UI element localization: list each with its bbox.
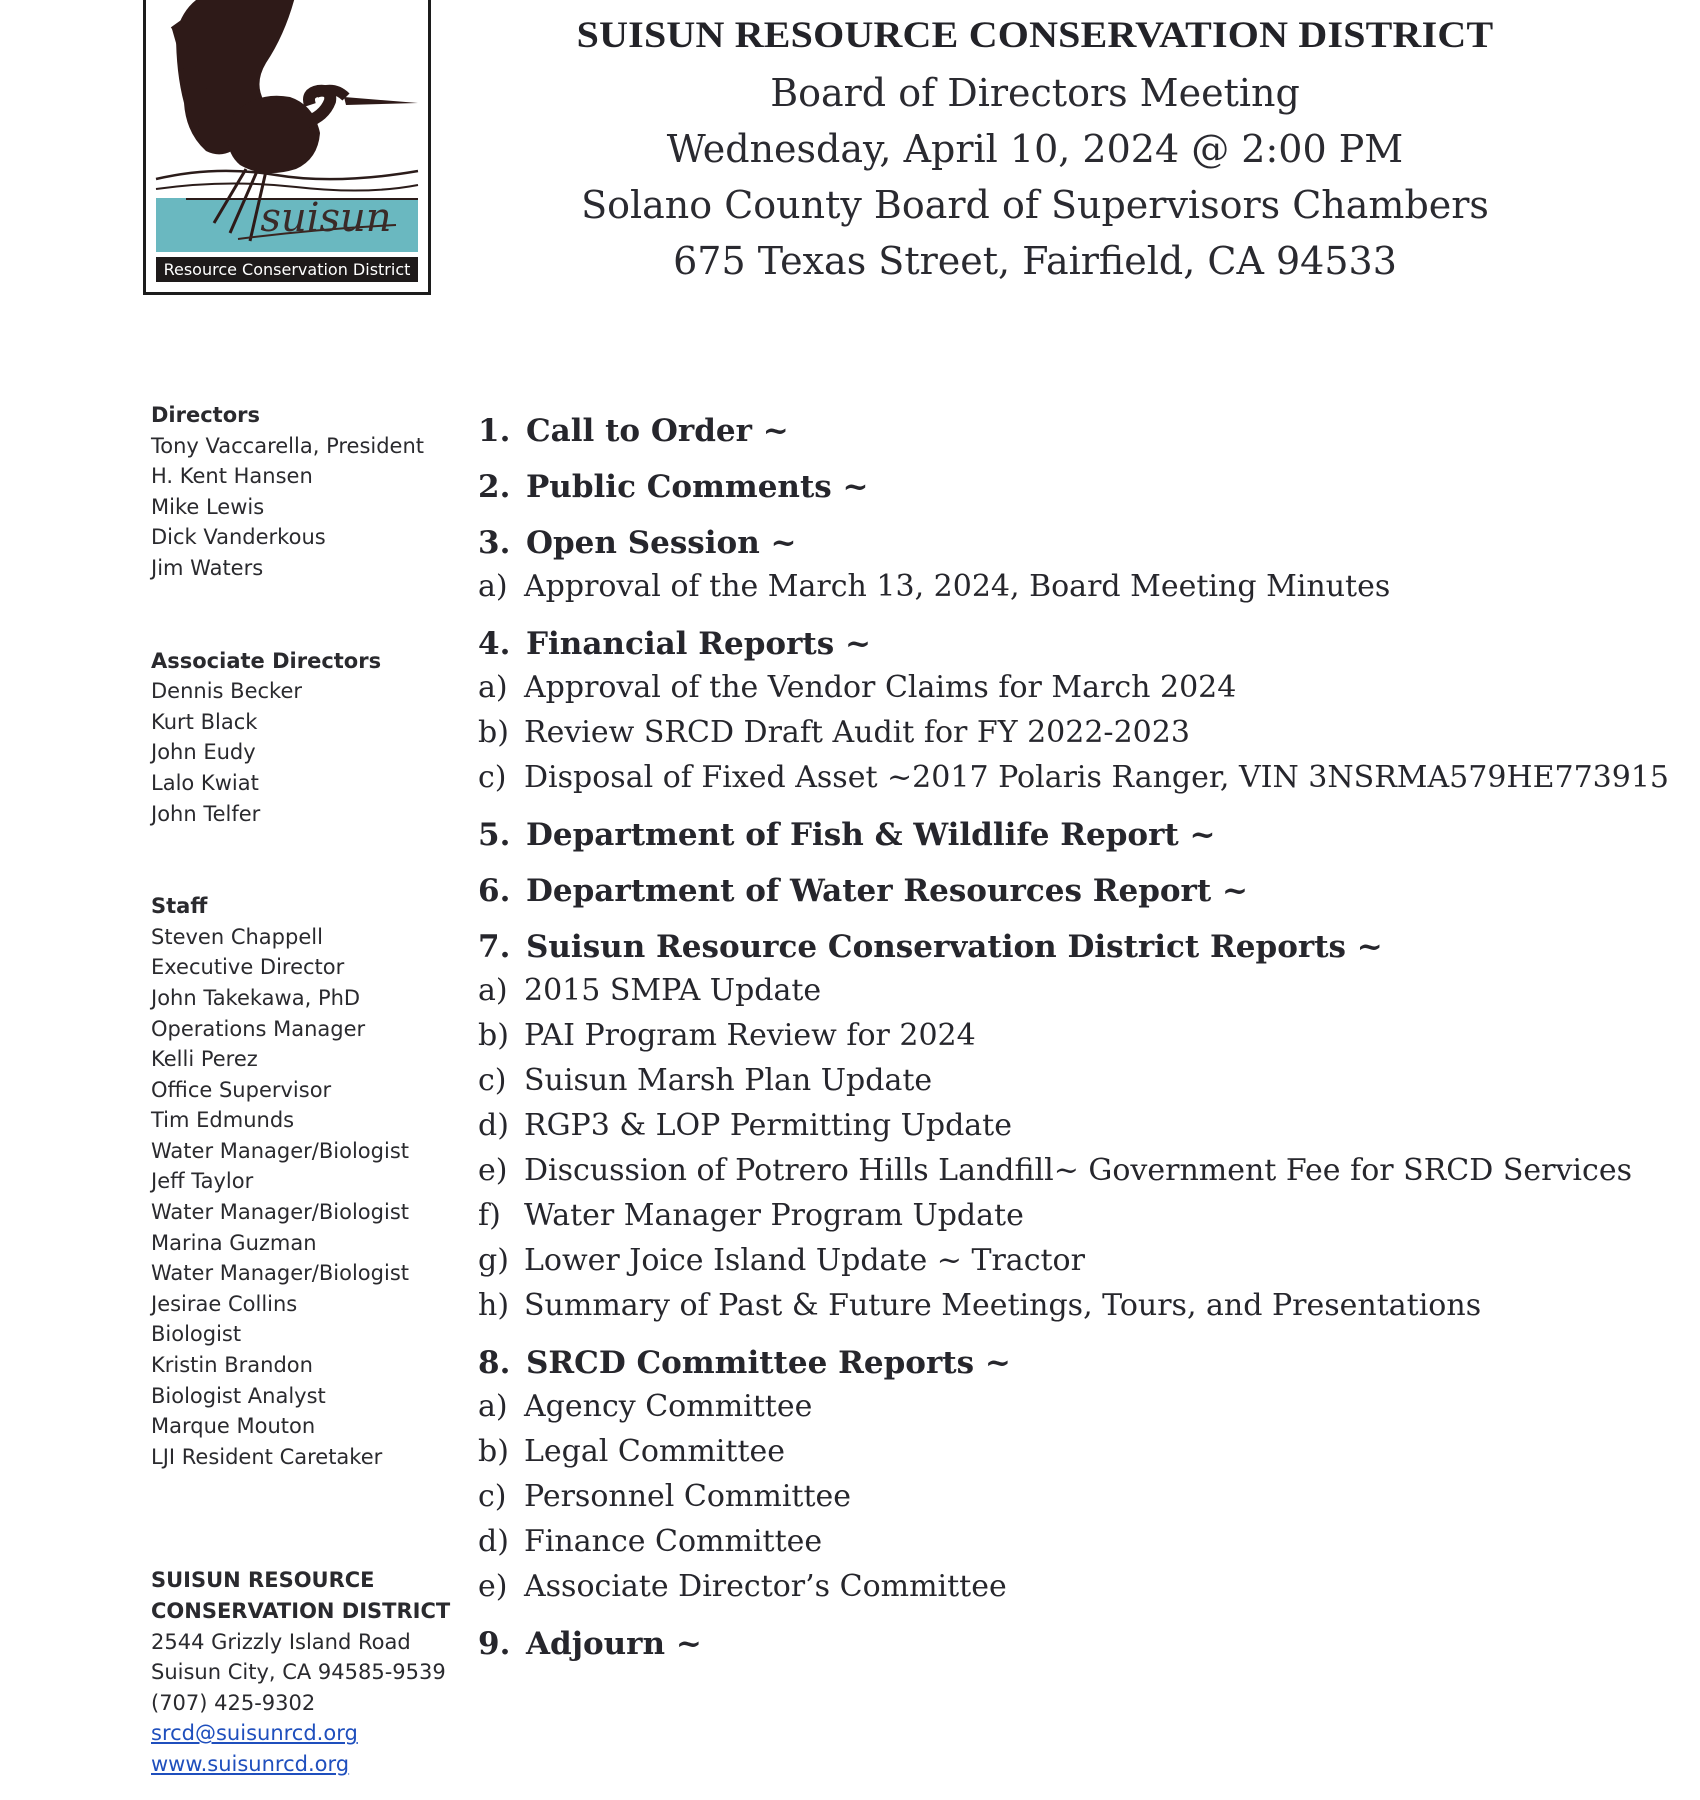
district-logo <box>143 0 431 295</box>
agenda-subitem-letter: f) <box>478 1198 501 1233</box>
agenda-subitem <box>478 1238 1658 1283</box>
agenda-item-text: Department of Water Resources Report ~ <box>526 873 1248 909</box>
agenda-item-number: 5. <box>478 817 511 853</box>
associate-director-name: John Telfer <box>151 801 261 826</box>
agenda-item-title <box>478 870 1658 912</box>
agenda-item-text: Public Comments ~ <box>526 469 869 505</box>
staff-list <box>151 922 451 1473</box>
agenda-subitem-letter: b) <box>478 715 509 750</box>
agenda-subitem-text: Approval of the March 13, 2024, Board Meeting Minutes <box>524 569 1391 604</box>
agenda-subitem-letter: e) <box>478 1153 508 1188</box>
agenda-subitem-text: Lower Joice Island Update ~ Tractor <box>524 1243 1085 1278</box>
agenda-subitem-letter: b) <box>478 1018 509 1053</box>
agenda-item <box>478 870 1658 912</box>
associate-directors-heading: Associate Directors <box>151 648 382 673</box>
staff-line: Jeff Taylor <box>151 1169 254 1194</box>
director-name: Mike Lewis <box>151 494 265 519</box>
staff-line: Tim Edmunds <box>151 1108 295 1133</box>
agenda-subitem-text: Water Manager Program Update <box>524 1198 1024 1233</box>
agenda-item-number: 7. <box>478 929 511 965</box>
staff-line: Steven Chappell <box>151 924 323 949</box>
agenda-subitem-letter: d) <box>478 1108 509 1143</box>
agenda-item <box>478 926 1658 1328</box>
associate-director-name: John Eudy <box>151 740 256 765</box>
directors-section <box>151 400 451 584</box>
agenda-list <box>478 410 1670 1679</box>
contact-website-link[interactable]: www.suisunrcd.org <box>151 1751 350 1776</box>
agenda-item-title <box>478 623 1658 665</box>
agenda-item-number: 4. <box>478 626 511 662</box>
agenda-item <box>478 814 1658 856</box>
agenda-item-number: 1. <box>478 413 511 449</box>
agenda-subitem <box>478 1429 1658 1474</box>
agenda-subitem-text: Summary of Past & Future Meetings, Tours, and Presentations <box>524 1288 1482 1323</box>
heron-icon <box>146 0 428 292</box>
staff-line: John Takekawa, PhD <box>151 985 361 1010</box>
agenda-subitem-text: RGP3 & LOP Permitting Update <box>524 1108 1012 1143</box>
staff-line: Operations Manager <box>151 1016 366 1041</box>
agenda-subitem-text: Associate Director’s Committee <box>524 1569 1007 1604</box>
meeting-address: 675 Texas Street, Fairfield, CA 94533 <box>673 239 1397 283</box>
agenda-subitem <box>478 1283 1658 1328</box>
agenda-subitem-text: Legal Committee <box>524 1434 786 1469</box>
associate-directors-list <box>151 676 451 829</box>
staff-line: Water Manager/Biologist <box>151 1261 409 1286</box>
agenda-subitem-text: 2015 SMPA Update <box>524 973 822 1008</box>
agenda-item-text: Call to Order ~ <box>526 413 789 449</box>
directors-heading: Directors <box>151 403 260 427</box>
agenda-subitem <box>478 1474 1658 1519</box>
staff-section <box>151 891 451 1472</box>
agenda-item-title <box>478 814 1658 856</box>
agenda-item-title <box>478 410 1658 452</box>
agenda-item-title <box>478 466 1658 508</box>
agenda-subitem-letter: a) <box>478 670 508 705</box>
logo-caption: Resource Conservation District <box>156 257 418 282</box>
meeting-datetime: Wednesday, April 10, 2024 @ 2:00 PM <box>666 127 1404 171</box>
staff-line: Biologist <box>151 1322 242 1347</box>
agenda-subitem-letter: d) <box>478 1524 509 1559</box>
director-name: Dick Vanderkous <box>151 525 326 550</box>
agenda-subitem-text: Review SRCD Draft Audit for FY 2022-2023 <box>524 715 1190 750</box>
staff-line: Kelli Perez <box>151 1047 258 1072</box>
agenda-item-text: Department of Fish & Wildlife Report ~ <box>526 817 1216 853</box>
staff-heading: Staff <box>151 894 208 919</box>
agenda-item <box>478 1342 1658 1609</box>
agenda-subitem-letter: c) <box>478 760 507 795</box>
agenda-subitem <box>478 1013 1658 1058</box>
sidebar-roster <box>151 400 451 1780</box>
agenda-item-text: Open Session ~ <box>526 525 797 561</box>
agenda-subitem-letter: b) <box>478 1434 509 1469</box>
agenda-item-number: 2. <box>478 469 511 505</box>
agenda-subitem <box>478 1148 1658 1193</box>
agenda-subitem-text: Suisun Marsh Plan Update <box>524 1063 933 1098</box>
agenda-item-text: Suisun Resource Conservation District Reports ~ <box>526 929 1383 965</box>
agenda-subitem-letter: a) <box>478 569 508 604</box>
agenda-item-text: Financial Reports ~ <box>526 626 871 662</box>
associate-director-name: Dennis Becker <box>151 679 302 704</box>
agenda-item-title <box>478 1623 1658 1665</box>
agenda-item-number: 3. <box>478 525 511 561</box>
document-header <box>540 0 1530 289</box>
director-name: Tony Vaccarella, President <box>151 433 425 458</box>
staff-line: Office Supervisor <box>151 1077 332 1102</box>
agenda-subitem-text: Finance Committee <box>524 1524 823 1559</box>
agenda-item <box>478 522 1658 609</box>
agenda-subitem-text: Discussion of Potrero Hills Landfill~ Government Fee for SRCD Services <box>524 1153 1632 1188</box>
agenda-subitem-letter: e) <box>478 1569 508 1604</box>
contact-org-line1: SUISUN RESOURCE <box>151 1568 375 1593</box>
staff-line: Kristin Brandon <box>151 1353 313 1378</box>
agenda-item-text: SRCD Committee Reports ~ <box>526 1345 1011 1381</box>
staff-line: Executive Director <box>151 955 345 980</box>
agenda-subitem-letter: h) <box>478 1288 510 1323</box>
associate-director-name: Lalo Kwiat <box>151 770 259 795</box>
associate-directors-section <box>151 646 451 830</box>
agenda-subitem-text: Personnel Committee <box>524 1479 852 1514</box>
contact-street: 2544 Grizzly Island Road <box>151 1629 411 1654</box>
agenda-item-text: Adjourn ~ <box>526 1626 702 1662</box>
agenda-subitem-text: Approval of the Vendor Claims for March 2024 <box>524 670 1237 705</box>
agenda-subitem-text: Disposal of Fixed Asset ~2017 Polaris Ranger, VIN 3NSRMA579HE773915 <box>524 760 1670 795</box>
agenda-subitem-letter: a) <box>478 1389 508 1424</box>
staff-line: Marque Mouton <box>151 1414 316 1439</box>
contact-phone: (707) 425-9302 <box>151 1690 316 1715</box>
directors-list <box>151 431 451 584</box>
agenda-item <box>478 1623 1658 1665</box>
logo-wordmark: suisun <box>260 195 392 241</box>
meeting-title: Board of Directors Meeting <box>770 71 1300 115</box>
agenda-subitem-text: PAI Program Review for 2024 <box>524 1018 976 1053</box>
agenda-subitem <box>478 1384 1658 1429</box>
staff-line: Water Manager/Biologist <box>151 1200 409 1225</box>
staff-line: Water Manager/Biologist <box>151 1138 409 1163</box>
agenda-subitem <box>478 564 1658 609</box>
director-name: Jim Waters <box>151 555 264 580</box>
staff-line: Marina Guzman <box>151 1230 317 1255</box>
agenda-subitem-letter: g) <box>478 1243 509 1278</box>
agenda-subitem <box>478 755 1670 800</box>
contact-email-link[interactable]: srcd@suisunrcd.org <box>151 1721 358 1746</box>
contact-city: Suisun City, CA 94585-9539 <box>151 1660 446 1685</box>
agenda-subitem <box>478 1058 1658 1103</box>
staff-line: LJI Resident Caretaker <box>151 1444 383 1469</box>
associate-director-name: Kurt Black <box>151 709 258 734</box>
contact-org-line2: CONSERVATION DISTRICT <box>151 1599 451 1623</box>
agenda-item-number: 6. <box>478 873 511 909</box>
agenda-subitem <box>478 1519 1658 1564</box>
agenda-subitem-letter: c) <box>478 1479 507 1514</box>
staff-line: Biologist Analyst <box>151 1383 326 1408</box>
agenda-subitem <box>478 1193 1658 1238</box>
meeting-venue: Solano County Board of Supervisors Chambers <box>581 183 1489 227</box>
agenda-subitem-letter: a) <box>478 973 508 1008</box>
agenda-subitem <box>478 665 1658 710</box>
agenda-item-title <box>478 1342 1658 1384</box>
agenda-item <box>478 623 1670 800</box>
staff-line: Jesirae Collins <box>151 1291 298 1316</box>
director-name: H. Kent Hansen <box>151 464 313 489</box>
contact-block <box>151 1565 451 1779</box>
agenda-item-number: 9. <box>478 1626 511 1662</box>
agenda-subitem <box>478 968 1658 1013</box>
agenda-subitem-text: Agency Committee <box>524 1389 813 1424</box>
agenda-item-number: 8. <box>478 1345 511 1381</box>
agenda-item <box>478 466 1658 508</box>
agenda-subitem-letter: c) <box>478 1063 507 1098</box>
agenda-item-title <box>478 926 1658 968</box>
agenda-subitem <box>478 1103 1658 1148</box>
agenda-subitem <box>478 710 1658 755</box>
org-title: SUISUN RESOURCE CONSERVATION DISTRICT <box>576 15 1494 56</box>
agenda-subitem <box>478 1564 1658 1609</box>
agenda-item <box>478 410 1658 452</box>
agenda-item-title <box>478 522 1658 564</box>
